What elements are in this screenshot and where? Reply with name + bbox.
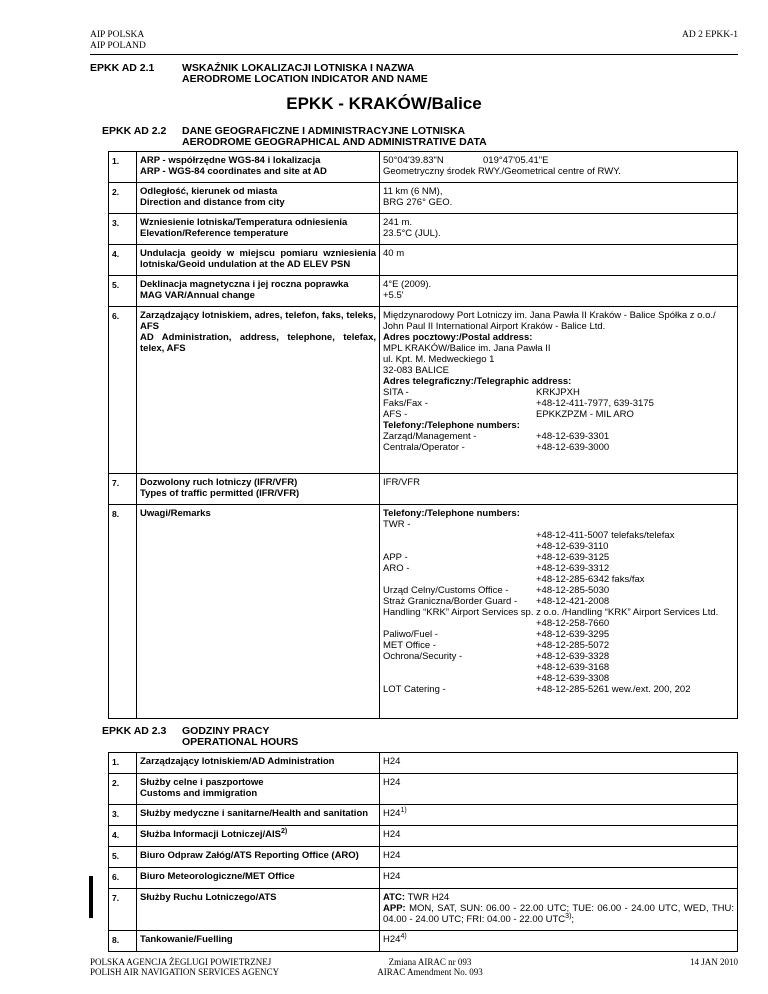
section-title-en: OPERATIONAL HOURS [182, 736, 299, 748]
row-value: H24 [380, 868, 738, 889]
row-value [380, 805, 738, 826]
contact-line [383, 574, 734, 585]
telegraphic-heading: Adres telegraficzny:/Telegraphic address: [383, 376, 572, 387]
contact-line [383, 431, 734, 442]
row-value: H24 [380, 826, 738, 847]
section-code: EPKK AD 2.3 [102, 725, 167, 737]
label-pl: Deklinacja magnetyczna i jej roczna poprawka [140, 279, 349, 290]
footer-amendment-en: AIRAC Amendment No. 093 [377, 967, 483, 977]
remarks-heading: Telefony:/Telephone numbers: [383, 508, 520, 519]
row-label: Służby Ruchu Lotniczego/ATS [137, 889, 380, 931]
value-text: H24 [383, 808, 401, 819]
contact-value: +48-12-639-3168 [536, 662, 610, 673]
contact-value: +48-12-639-3301 [536, 431, 610, 442]
row-value: 40 m [380, 245, 738, 276]
label-pl: Wzniesienie lotniska/Temperatura odniesienia [140, 217, 348, 228]
contact-value: +48-12-285-5072 [536, 640, 610, 651]
row-label: Służby medyczne i sanitarne/Health and sanitation [137, 805, 380, 826]
label-pl: Służby celne i paszportowe [140, 777, 264, 788]
row-number: 3. [109, 805, 137, 826]
contact-line [383, 541, 734, 552]
label-en: ARP - WGS-84 coordinates and site at AD [140, 166, 327, 177]
contact-line [383, 442, 734, 453]
row-value [380, 152, 738, 183]
contact-value: EPKKZPZM - MIL ARO [536, 409, 634, 420]
table-row [109, 826, 738, 847]
row-number: 7. [109, 474, 137, 505]
section-title-pl: GODZINY PRACY [182, 725, 270, 737]
value-line: 4°E (2009). [383, 279, 432, 290]
contact-line [383, 640, 734, 651]
value-line: 11 km (6 NM), [383, 186, 443, 197]
contact-line [383, 530, 734, 541]
contact-value: +48-12-639-3312 [536, 563, 610, 574]
table-row [109, 805, 738, 826]
table-row [109, 868, 738, 889]
operational-hours-table [108, 752, 738, 952]
postal-line: 32-083 BALICE [383, 365, 450, 376]
label-en: Customs and immigration [140, 788, 258, 799]
row-number: 4. [109, 245, 137, 276]
contact-key: SITA - [383, 387, 409, 398]
row-label [137, 774, 380, 805]
row-value: H24 [380, 774, 738, 805]
atc-key: ATC: [383, 892, 405, 903]
contact-value: +48-12-285-5261 wew./ext. 200, 202 [536, 684, 691, 695]
header-aip-polska: AIP POLSKA [90, 30, 145, 40]
arp-latitude: 50°04'39.83"N [383, 155, 444, 166]
row-label [137, 826, 380, 847]
contact-line [383, 596, 734, 607]
label-en: MAG VAR/Annual change [140, 290, 255, 301]
row-number: 2. [109, 183, 137, 214]
row-label [137, 474, 380, 505]
row-label [137, 276, 380, 307]
label-en: AD Administration, address, telephone, telefax, telex, AFS [140, 332, 376, 354]
table-row [109, 245, 738, 276]
table-row [109, 183, 738, 214]
contact-key: MET Office - [383, 640, 436, 651]
row-number: 6. [109, 868, 137, 889]
section-title-pl: DANE GEOGRAFICZNE I ADMINISTRACYJNE LOTNISKA [182, 125, 466, 137]
row-value [380, 931, 738, 952]
contact-key: Faks/Fax - [383, 398, 428, 409]
value-line: BRG 276° GEO. [383, 197, 453, 208]
contact-key: Zarząd/Management - [383, 431, 477, 442]
contact-key: Paliwo/Fuel - [383, 629, 438, 640]
contact-line [383, 651, 734, 662]
row-number: 1. [109, 152, 137, 183]
handling-line: Handling “KRK” Airport Services sp. z o.o. /Handling “KRK” Airport Services Ltd. [383, 607, 719, 618]
footnote-ref: 2) [280, 828, 288, 835]
row-number: 6. [109, 307, 137, 474]
row-label: Biuro Odpraw Załóg/ATS Reporting Office (ARO) [137, 847, 380, 868]
table-row [109, 276, 738, 307]
atc-line [383, 892, 734, 903]
row-value [380, 505, 738, 719]
row-value [380, 183, 738, 214]
row-number: 8. [109, 505, 137, 719]
table-row [109, 889, 738, 931]
contact-line [383, 398, 734, 409]
contact-value: +48-12-421-2008 [536, 596, 610, 607]
footer-agency-pl: POLSKA AGENCJA ŻEGLUGI POWIETRZNEJ [90, 957, 272, 967]
section-title-en: AERODROME GEOGRAPHICAL AND ADMINISTRATIVE DATA [182, 136, 487, 148]
app-end: ; [571, 914, 575, 925]
contact-value: +48-12-285-6342 faks/fax [536, 574, 645, 585]
row-number: 2. [109, 774, 137, 805]
contact-key: Straż Graniczna/Border Guard - [383, 596, 518, 607]
label-en: Direction and distance from city [140, 197, 285, 208]
row-label: Uwagi/Remarks [137, 505, 380, 719]
section-code: EPKK AD 2.1 [90, 62, 155, 74]
contact-line [383, 387, 734, 398]
footnote-ref: 3) [565, 913, 572, 920]
table-row [109, 774, 738, 805]
section-title-pl: WSKAŹNIK LOKALIZACJI LOTNISKA I NAZWA [182, 62, 415, 74]
amendment-change-bar [89, 876, 93, 918]
row-label: Zarządzający lotniskiem/AD Administration [137, 753, 380, 774]
footer-center [340, 957, 520, 977]
row-label [137, 183, 380, 214]
row-label: Biuro Meteorologiczne/MET Office [137, 868, 380, 889]
contact-key: ARO - [383, 563, 410, 574]
app-key: APP: [383, 903, 406, 914]
table-row [109, 753, 738, 774]
section-code: EPKK AD 2.2 [102, 125, 167, 137]
table-row [109, 847, 738, 868]
footnote-ref: 4) [400, 933, 407, 940]
value-text: H24 [383, 934, 401, 945]
page-header-right: AD 2 EPKK-1 [682, 30, 738, 40]
header-divider [90, 54, 738, 55]
value-line: 241 m. [383, 217, 413, 228]
label-pl: Odległość, kierunek od miasta [140, 186, 278, 197]
contact-value: +48-12-639-3125 [536, 552, 610, 563]
row-value [380, 889, 738, 931]
row-value [380, 276, 738, 307]
footer-left [90, 957, 279, 977]
label-pl: Zarządzający lotniskiem, adres, telefon, faks, teleks, AFS [140, 310, 376, 332]
contact-value: +48-12-411-5007 telefaks/telefax [536, 530, 675, 541]
contact-key: TWR - [383, 519, 411, 530]
table-row [109, 214, 738, 245]
contact-line [383, 409, 734, 420]
value-line: +5.5' [383, 290, 404, 301]
contact-value: KRKJPXH [536, 387, 580, 398]
label-en: Elevation/Reference temperature [140, 228, 289, 239]
row-number: 1. [109, 753, 137, 774]
contact-line [383, 673, 734, 684]
table-row [109, 307, 738, 474]
contact-key: Ochrona/Security - [383, 651, 463, 662]
section-title-en: AERODROME LOCATION INDICATOR AND NAME [182, 73, 428, 85]
contact-line [383, 662, 734, 673]
row-label: Tankowanie/Fuelling [137, 931, 380, 952]
geo-admin-table [108, 151, 738, 719]
table-row [109, 931, 738, 952]
arp-longitude: 019°47'05.41"E [483, 155, 549, 166]
row-label: Undulacja geoidy w miejscu pomiaru wzniesienia lotniska/Geoid undulation at the AD ELEV PSN [137, 245, 380, 276]
operator-name-en: John Paul II International Airport Kraków - Balice Ltd. [383, 321, 606, 332]
contact-line [383, 585, 734, 596]
footnote-ref: 1) [400, 807, 407, 814]
row-value: H24 [380, 753, 738, 774]
table-row [109, 152, 738, 183]
row-label [137, 214, 380, 245]
operator-name-pl: Międzynarodowy Port Lotniczy im. Jana Pawła II Kraków - Balice Spółka z o.o./ [383, 310, 716, 321]
footer-date: 14 JAN 2010 [689, 957, 738, 967]
contact-line [383, 563, 734, 574]
atc-value: TWR H24 [404, 892, 450, 903]
postal-line: MPL KRAKÓW/Balice im. Jana Pawła II [383, 343, 551, 354]
row-number: 3. [109, 214, 137, 245]
row-number: 4. [109, 826, 137, 847]
contact-key: AFS - [383, 409, 408, 420]
row-value: H24 [380, 847, 738, 868]
row-number: 7. [109, 889, 137, 931]
contact-value: +48-12-639-3295 [536, 629, 610, 640]
contact-value: +48-12-258-7660 [536, 618, 610, 629]
postal-heading: Adres pocztowy:/Postal address: [383, 332, 533, 343]
value-line: 23.5°C (JUL). [383, 228, 441, 239]
contact-line [383, 629, 734, 640]
contact-value: +48-12-639-3000 [536, 442, 610, 453]
contact-key: APP - [383, 552, 408, 563]
footer-amendment-pl: Zmiana AIRAC nr 093 [388, 957, 472, 967]
contact-key: Centrala/Operator - [383, 442, 465, 453]
table-row [109, 474, 738, 505]
footer-agency-en: POLISH AIR NAVIGATION SERVICES AGENCY [90, 967, 280, 977]
row-number: 8. [109, 931, 137, 952]
label-pl: Dozwolony ruch lotniczy (IFR/VFR) [140, 477, 298, 488]
aerodrome-title: EPKK - KRAKÓW/Balice [286, 94, 482, 113]
postal-line: ul. Kpt. M. Medweckiego 1 [383, 354, 495, 365]
label-en: Types of traffic permitted (IFR/VFR) [140, 488, 300, 499]
contact-value: +48-12-285-5030 [536, 585, 610, 596]
contact-line [383, 618, 734, 629]
app-value: MON, SAT, SUN: 06.00 - 22.00 UTC; TUE: 06.00 - 24.00 UTC, WED, THU: 04.00 - 24.00 UTC; FRI: 04.00 - 22.00 UTC [383, 903, 734, 925]
label-pl: ARP - współrzędne WGS-84 i lokalizacja [140, 155, 321, 166]
app-line [383, 903, 734, 925]
contact-key: Urząd Celny/Customs Office - [383, 585, 509, 596]
contact-value: +48-12-639-3308 [536, 673, 610, 684]
contact-line [383, 519, 734, 530]
contact-value: +48-12-411-7977, 639-3175 [536, 398, 654, 409]
contact-key: LOT Catering - [383, 684, 446, 695]
telephone-heading: Telefony:/Telephone numbers: [383, 420, 520, 431]
contact-value: +48-12-639-3110 [536, 541, 609, 552]
contact-line [383, 684, 734, 695]
contact-value: +48-12-639-3328 [536, 651, 610, 662]
row-value [380, 307, 738, 474]
contact-line [383, 552, 734, 563]
row-number: 5. [109, 847, 137, 868]
page-header-left [90, 30, 146, 52]
header-aip-poland: AIP POLAND [90, 41, 146, 51]
row-label [137, 152, 380, 183]
arp-note: Geometryczny środek RWY./Geometrical centre of RWY. [383, 166, 621, 177]
row-value: IFR/VFR [380, 474, 738, 505]
table-row [109, 505, 738, 719]
row-number: 5. [109, 276, 137, 307]
row-value [380, 214, 738, 245]
row-label [137, 307, 380, 474]
label-text: Służba Informacji Lotniczej/AIS [140, 829, 281, 840]
